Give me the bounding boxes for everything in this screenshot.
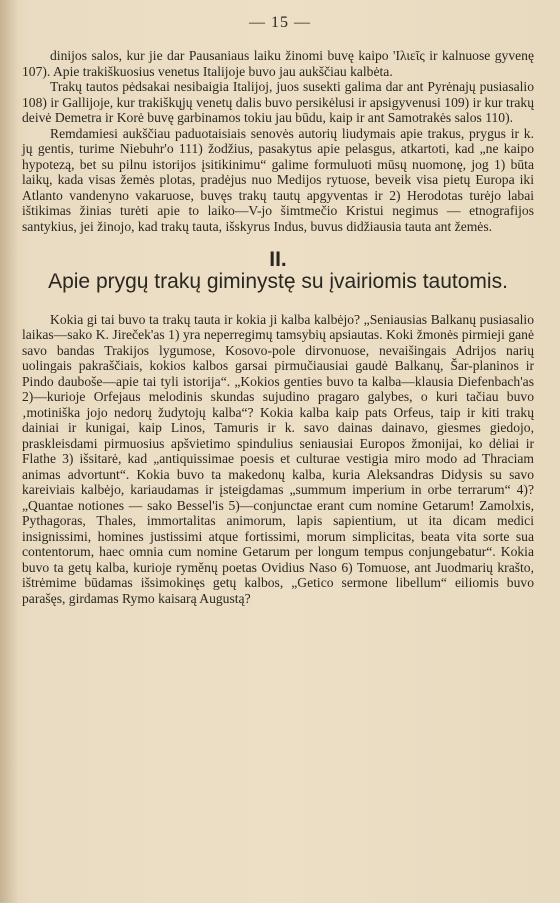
paragraph-3: Remdamiesi aukščiau paduotaisiais senovės autorių liudymais apie trakus, prygus ir k. jų gentis, turime Niebuhr'o 111) žodžius, pasakytus apie pelasgus, atkartoti, kad „ne kaipo hypotezą, bet su pilnu istorijos įsitikinimu“ galime formuluoti mūsų nuomonę, jog 1) būta laikų, kada visas žemės plotas, pradėjus nuo Medijos rytuose, beveik visa pietų Europa iki Atlanto vandenyno vakaruose, buvęs trakų tautų apgyventas ir 2) Herodotas turėjo labai ištikimas žinias turėti apie to laiko—V-jo šimtmečio Kristui negimus — etnografijos santykius, jei žinojo, kad trakų tauta, išskyrus Indus, buvus didžiausia tauta ant žemės.	[22, 125, 534, 234]
chapter-number: II.	[269, 248, 287, 271]
page-binding-shadow	[0, 0, 18, 903]
paragraph-2: Trakų tautos pėdsakai nesibaigia Italijoj, juos susekti galima dar ant Pyrėnajų pusiasalio 108) ir Gallijoje, kur trakiškųjų venetų dalis buvo persikėlusi ir apsigyvenusi 109) ir kur trakų deivė Demetra ir Korė buvę garbinamos tokiu jau būdu, kaip ir ant Samotrakės salos 110).	[22, 79, 534, 125]
chapter-title: Apie prygų trakų giminystę su įvairiomis tautomis.	[48, 269, 508, 293]
paragraph-4: Kokia gi tai buvo ta trakų tauta ir kokia ji kalba kalbėjo? „Seniausias Balkanų pusiasalio laikas—sako K. Jireček'as 1) yra neperregimų tamsybių apsiautas. Koki žmonės pirmieji ganė savo bandas Trakijos lygumose, Kosovo-pole dirvonuose, nevaišingais Adrijos narių uolingais pakraščiais, kokios kalbos garsai pirmučiausiai gaudė Balkanų, Šar-planinos ir Pindo dauboše—apie tai tyli istorija“. „Kokios genties buvo ta kalba—klausia Diefenbach'as 2)—kurioje Orfejaus melodinis skundas sujudino pragaro galybes, o kuri tačiau buvo ‚motiniška jojo nedorų žudytojų kalba“? Kokia kalba kaip pats Orfeus, taip ir kiti trakų dainiai ir kunigai, kaip Linos, Tamuris ir k. savo dainas dainavo, giesmes giedojo, praskleisdami pirmuosius apšvietimo spindulius seniausiai Europos žmonijai, ko dėliai ir Flathe 3) išsitarė, kad „antiquissimae poesis et culturae vestigia miro modo ad Thraciam animas advortunt“. Kokia buvo ta makedonų kalba, kuria Aleksandras Didysis su savo kareiviais kalbėjo, kariaudamas ir įsteigdamas „summum imperium in orbe terrarum“ 4)? „Quantae notiones — sako Bessel'is 5)—conjunctae erant cum nomine Getarum! Zamolxis, Pythagoras, Thales, immortalitas animorum, lapis sapientium, ut ita dicam medici insignissimi, homines justissimi atque fortissimi, morum simplicitas, beata vita sorte sua contentorum, haec omnia cum nomine Getarum per longum tempus conjungebatur“. Kokia buvo ta getų kalba, kurioje ryměnų poetas Ovidius Naso 6) Tomuose, ant Juodmarių krašto, ištrėmime būdamas išsimokinęs getų kalbos, „Getico sermone libellum“ eiliomis buvo parašęs, girdamas Rymo kaisarą Augustą?	[22, 311, 534, 606]
page-number: — 15 —	[249, 14, 311, 31]
paragraph-1: dinijos salos, kur jie dar Pausaniaus laiku žinomi buvę kaipo 'Ιλιεῖς ir kalnuose gyvenę 107). Apie trakiškuosius venetus Italijoje buvo jau aukščiau kalbėta.	[22, 48, 534, 79]
page-body	[22, 48, 534, 606]
